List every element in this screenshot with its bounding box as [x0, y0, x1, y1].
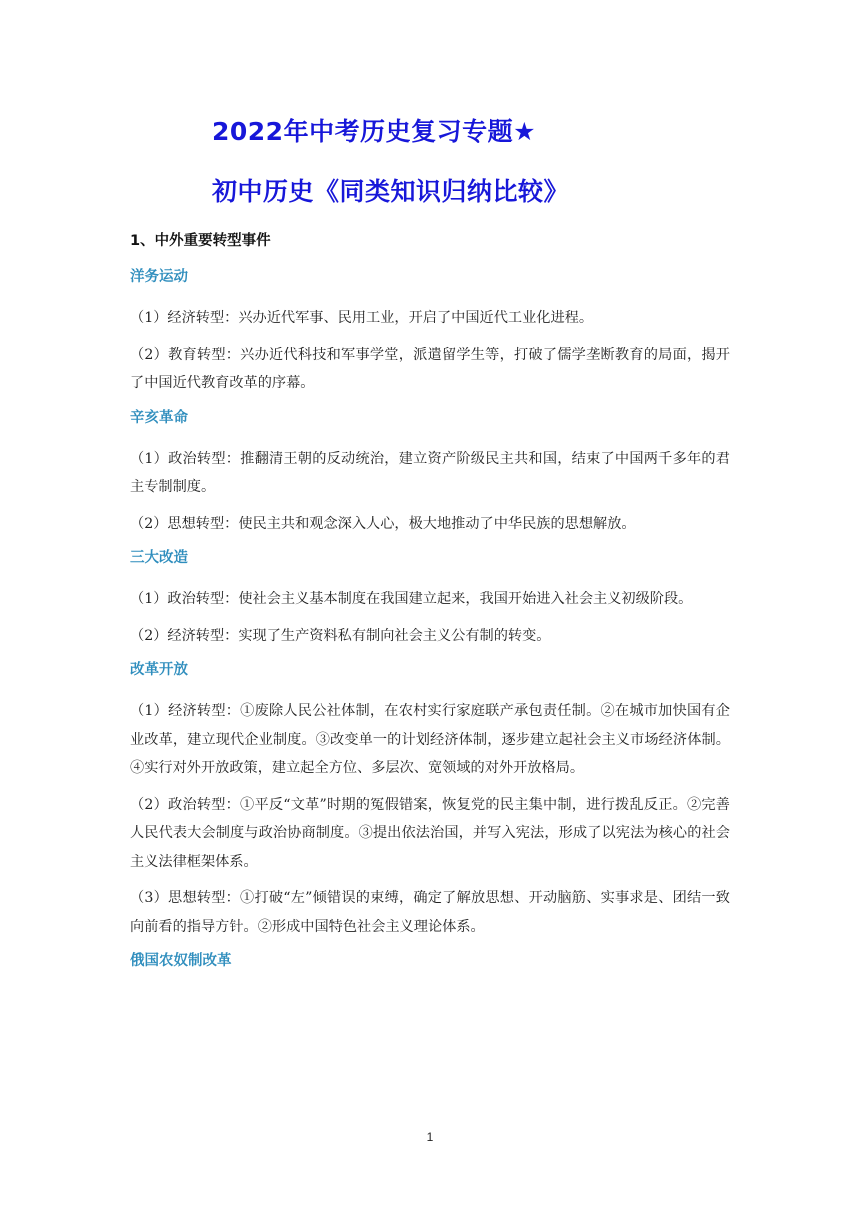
page-number: 1: [426, 1130, 434, 1144]
block-title-sanda-gaizao: 三大改造: [130, 550, 188, 566]
block-title-gaige-kaifang: 改革开放: [130, 662, 188, 678]
paragraph: （1）政治转型：推翻清王朝的反动统治，建立资产阶级民主共和国，结束了中国两千多年的君主专制制度。: [130, 450, 730, 495]
paragraph: （2）思想转型：使民主共和观念深入人心，极大地推动了中华民族的思想解放。: [130, 515, 636, 532]
document-title-line2: 初中历史《同类知识归纳比较》: [212, 177, 570, 206]
document-title-line1: 2022年中考历史复习专题★: [212, 117, 536, 146]
block-title-nongnu-gaige: 俄国农奴制改革: [130, 953, 232, 969]
paragraph: （2）经济转型：实现了生产资料私有制向社会主义公有制的转变。: [130, 627, 551, 644]
paragraph: （1）经济转型：①废除人民公社体制，在农村实行家庭联产承包责任制。②在城市加快国有企业改革，建立现代企业制度。③改变单一的计划经济体制，逐步建立起社会主义市场经济体制。④实行对外开放政策，建立起全方位、多层次、宽领域的对外开放格局。: [130, 703, 730, 776]
paragraph: （2）政治转型：①平反“文革”时期的冤假错案，恢复党的民主集中制，进行拨乱反正。②完善人民代表大会制度与政治协商制度。③提出依法治国，并写入宪法，形成了以宪法为核心的社会主义法律框架体系。: [130, 796, 730, 870]
paragraph: （2）教育转型：兴办近代科技和军事学堂，派遣留学生等，打破了儒学垄断教育的局面，揭开了中国近代教育改革的序幕。: [130, 346, 730, 391]
section-heading: 1、中外重要转型事件: [130, 233, 271, 249]
paragraph: （1）经济转型：兴办近代军事、民用工业，开启了中国近代工业化进程。: [130, 310, 594, 326]
block-title-yangwu: 洋务运动: [130, 269, 188, 285]
paragraph: （1）政治转型：使社会主义基本制度在我国建立起来，我国开始进入社会主义初级阶段。: [130, 591, 693, 607]
document-content: [130, 265, 730, 988]
paragraph: （3）思想转型：①打破“左”倾错误的束缚，确定了解放思想、开动脑筋、实事求是、团结一致向前看的指导方针。②形成中国特色社会主义理论体系。: [130, 890, 730, 935]
block-title-xinhai: 辛亥革命: [130, 409, 188, 426]
